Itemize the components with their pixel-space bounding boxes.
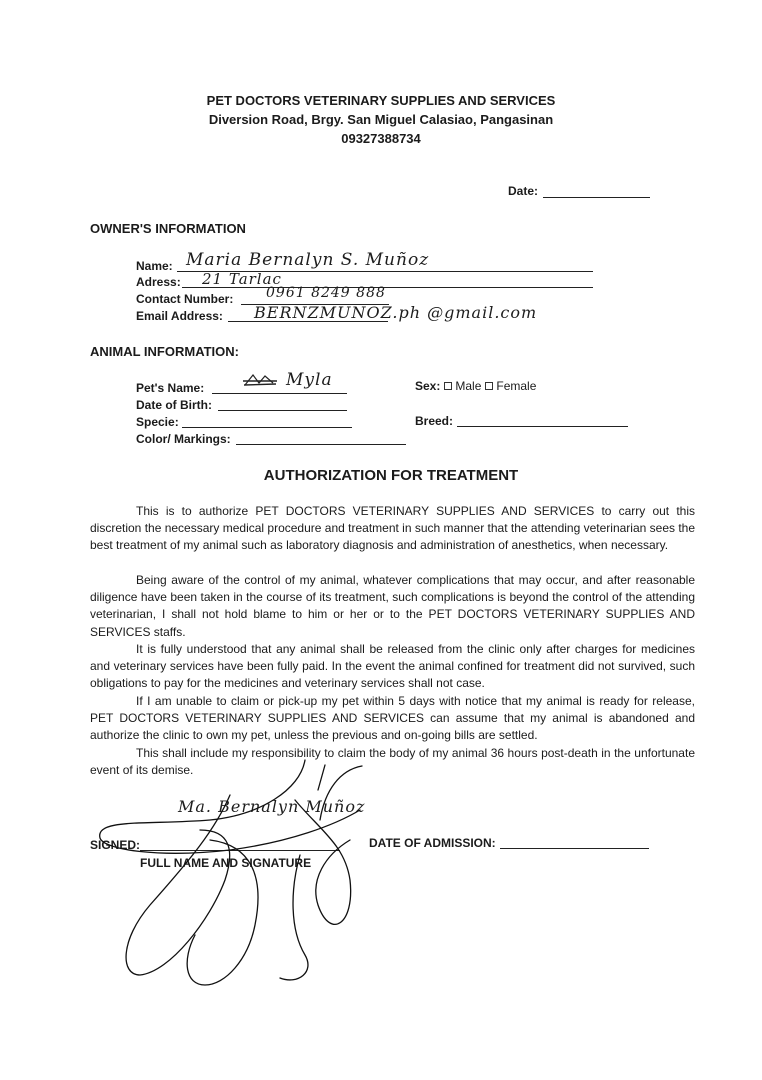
signed-label: SIGNED:: [90, 838, 141, 852]
authorization-paragraph-1: This is to authorize PET DOCTORS VETERINARY SUPPLIES AND SERVICES to carry out this discretion the necessary medical procedure and treatment in such manner that the attending veterinarian sees the best treatment of my animal such as laboratory diagnosis and administration of anesthetics, when necessary.: [90, 504, 696, 553]
clinic-phone: 09327388734: [341, 131, 421, 146]
date-of-admission-label: DATE OF ADMISSION:: [369, 836, 496, 850]
male-label: Male: [455, 379, 482, 393]
full-name-signature-label: FULL NAME AND SIGNATURE: [140, 856, 312, 870]
owner-address-label: Adress:: [136, 275, 181, 289]
email-address-value[interactable]: BERNZMUNOZ.ph @gmail.com: [254, 303, 538, 322]
owner-name-label: Name:: [136, 259, 173, 273]
dob-label: Date of Birth:: [136, 398, 212, 412]
owner-address-value[interactable]: 21 Tarlac: [202, 270, 282, 288]
date-label: Date:: [508, 184, 539, 198]
female-label: Female: [496, 379, 537, 393]
clinic-address: Diversion Road, Brgy. San Miguel Calasiao, Pangasinan: [208, 112, 554, 127]
authorization-paragraph-3: It is fully understood that any animal shall be released from the clinic only after charges for medicines and veterinary services have been fully paid. In the event the animal confined for treatment did not survived, such obligations to pay for the medicines and veterinary services shall not case.: [90, 642, 695, 691]
color-markings-label: Color/ Markings:: [136, 432, 231, 446]
authorization-paragraph-5: This shall include my responsibility to claim the body of my animal 36 hours post-death in the unfortunate event of its demise.: [90, 746, 695, 778]
sex-label: Sex:: [415, 379, 441, 393]
owner-name-value[interactable]: Maria Bernalyn S. Muñoz: [186, 250, 430, 270]
owner-section-title: OWNER'S INFORMATION: [90, 221, 246, 236]
authorization-paragraph-2: Being aware of the control of my animal, whatever complications that may occur, and after reasonable diligence have been taken in the course of its treatment, such complications is beyond the control of the attending veterinarian, I shall not hold blame to him or her or to the PET DOCTORS VETERINARY SUPPLIES AND SERVICES staffs.: [90, 573, 695, 639]
signature-handwritten-name: Ma. Bernalyn Muñoz: [178, 797, 366, 816]
contact-number-value[interactable]: 0961 8249 888: [266, 285, 386, 301]
breed-label: Breed:: [415, 414, 454, 428]
specie-label: Specie:: [136, 415, 179, 429]
pet-name-value[interactable]: Myla: [286, 370, 333, 390]
animal-section-title: ANIMAL INFORMATION:: [90, 344, 239, 359]
pet-name-label: Pet's Name:: [136, 381, 205, 395]
email-address-label: Email Address:: [136, 309, 223, 323]
contact-number-label: Contact Number:: [136, 292, 234, 306]
authorization-paragraph-4: If I am unable to claim or pick-up my pet within 5 days with notice that my animal is ready for release, PET DOCTORS VETERINARY SUPPLIES AND SERVICES can assume that my animal is abandoned and authorize the clinic to own my pet, unless the previous and on-going bills are settled.: [90, 694, 695, 743]
authorization-title: AUTHORIZATION FOR TREATMENT: [263, 467, 519, 484]
clinic-name: PET DOCTORS VETERINARY SUPPLIES AND SERVICES: [206, 93, 556, 108]
